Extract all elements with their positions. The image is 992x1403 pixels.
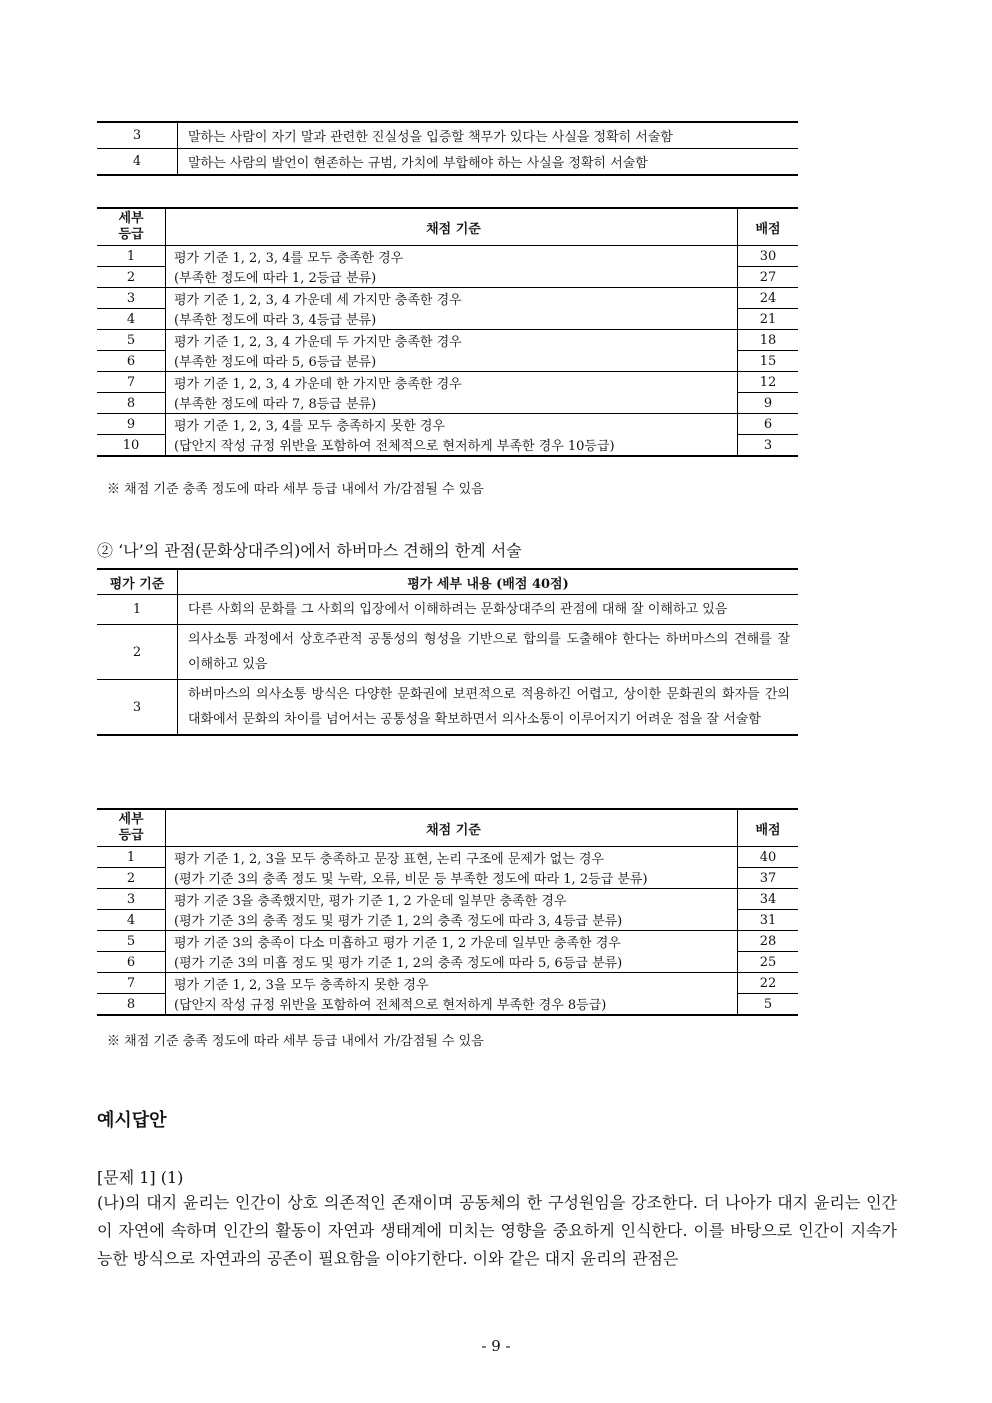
grade-cell: 1 (97, 847, 166, 868)
score-cell: 25 (738, 952, 799, 973)
table-row (97, 267, 798, 288)
table-row (97, 847, 798, 868)
score-cell: 28 (738, 931, 799, 952)
score-cell: 3 (738, 435, 799, 457)
criteria-cell: 평가 기준 3의 충족이 다소 미흡하고 평가 기준 1, 2 가운데 일부만 충족한 경우 (174, 935, 621, 951)
table-row (97, 889, 798, 910)
table-row (97, 288, 798, 309)
criteria-cell: (부족한 정도에 따라 1, 2등급 분류) (166, 267, 738, 288)
score-cell: 15 (738, 351, 799, 372)
score-header: 배점 (738, 208, 799, 246)
criteria-cell: (답안지 작성 규정 위반을 포함하여 전체적으로 현저하게 부족한 경우 10등급) (166, 435, 738, 457)
table-row (97, 625, 798, 680)
table-row (97, 149, 798, 176)
grade-header-line1: 세부 (118, 812, 144, 827)
criterion-text: 말하는 사람의 발언이 현존하는 규범, 가치에 부합해야 하는 사실을 정확히 서술함 (178, 149, 799, 176)
grade-cell: 7 (97, 372, 166, 393)
table-header-row (97, 809, 798, 847)
grade-cell: 10 (97, 435, 166, 457)
table-row (97, 868, 798, 889)
answer-paragraph: (나)의 대지 윤리는 인간이 상호 의존적인 존재이며 공동체의 한 구성원임을 강조한다. 더 나아가 대지 윤리는 인간이 자연에 속하며 인간의 활동이 자연과 생태계에 미치는 영향을 중요하게 인식한다. 이를 바탕으로 인간이 지속가능한 방식으로 자연과의 공존이 필요함을 이야기한다. 이와 같은 대지 윤리의 관점은 (97, 1193, 897, 1268)
problem-label: [문제 1] (1) (97, 1168, 184, 1187)
grade-header-line2: 등급 (118, 828, 144, 843)
table-row (97, 952, 798, 973)
criterion-number: 3 (97, 680, 178, 736)
grade-cell: 6 (97, 952, 166, 973)
grade-header-line2: 등급 (118, 227, 144, 242)
table-row (97, 435, 798, 457)
criteria-cell: (답안지 작성 규정 위반을 포함하여 전체적으로 현저하게 부족한 경우 8등급) (166, 994, 738, 1016)
table-row (97, 931, 798, 952)
grade-cell: 4 (97, 309, 166, 330)
score-cell: 31 (738, 910, 799, 931)
criteria-header: 채점 기준 (166, 208, 738, 246)
grade-cell: 6 (97, 351, 166, 372)
grade-header (97, 809, 166, 847)
table-row (97, 372, 798, 393)
score-cell: 40 (738, 847, 799, 868)
score-cell: 9 (738, 393, 799, 414)
criteria-cell: 평가 기준 1, 2, 3, 4 가운데 두 가지만 충족한 경우 (174, 334, 462, 350)
criterion-number: 2 (97, 625, 178, 680)
table-row (97, 393, 798, 414)
criteria-cell: (부족한 정도에 따라 7, 8등급 분류) (166, 393, 738, 414)
detail-header: 평가 세부 내용 (배점 40점) (178, 569, 799, 595)
score-cell: 24 (738, 288, 799, 309)
example-answer-heading: 예시답안 (97, 1110, 167, 1131)
grade-cell: 7 (97, 973, 166, 994)
grade-cell: 8 (97, 994, 166, 1016)
score-cell: 27 (738, 267, 799, 288)
criterion-number: 1 (97, 595, 178, 625)
criteria-table-2 (97, 568, 798, 736)
score-cell: 6 (738, 414, 799, 435)
section-title: ② ‘나’의 관점(문화상대주의)에서 하버마스 견해의 한계 서술 (97, 541, 522, 560)
criterion-text: 하버마스의 의사소통 방식은 다양한 문화권에 보편적으로 적용하긴 어렵고, 상이한 문화권의 화자들 간의 대화에서 문화의 차이를 넘어서는 공통성을 확보하면서 의사소통이 이루어지기 어려운 점을 잘 서술함 (178, 680, 799, 736)
criteria-cell: (평가 기준 3의 충족 정도 및 누락, 오류, 비문 등 부족한 정도에 따라 1, 2등급 분류) (166, 868, 738, 889)
scoring-table-1 (97, 207, 798, 457)
grade-cell: 9 (97, 414, 166, 435)
score-cell: 12 (738, 372, 799, 393)
scoring-note: ※ 채점 기준 충족 정도에 따라 세부 등급 내에서 가/감점될 수 있음 (107, 482, 484, 497)
grade-cell: 5 (97, 330, 166, 351)
criteria-cell: 평가 기준 1, 2, 3, 4 가운데 세 가지만 충족한 경우 (174, 292, 462, 308)
criteria-table-1 (97, 121, 798, 176)
score-cell: 34 (738, 889, 799, 910)
criteria-cell: 평가 기준 1, 2, 3을 모두 충족하고 문장 표현, 논리 구조에 문제가 없는 경우 (174, 851, 604, 867)
criteria-header: 채점 기준 (166, 809, 738, 847)
criterion-text: 말하는 사람이 자기 말과 관련한 진실성을 입증할 책무가 있다는 사실을 정확히 서술함 (178, 122, 799, 149)
table-row (97, 994, 798, 1016)
criteria-cell: (부족한 정도에 따라 3, 4등급 분류) (166, 309, 738, 330)
grade-cell: 8 (97, 393, 166, 414)
table-row (97, 910, 798, 931)
table-header-row (97, 208, 798, 246)
score-cell: 30 (738, 246, 799, 267)
grade-header-line1: 세부 (118, 211, 144, 226)
table-row (97, 595, 798, 625)
criterion-header: 평가 기준 (97, 569, 178, 595)
table-row (97, 330, 798, 351)
criteria-cell: 평가 기준 1, 2, 3, 4를 모두 충족하지 못한 경우 (174, 418, 446, 434)
score-cell: 18 (738, 330, 799, 351)
grade-cell: 3 (97, 889, 166, 910)
criteria-cell: (평가 기준 3의 충족 정도 및 평가 기준 1, 2의 충족 정도에 따라 3, 4등급 분류) (166, 910, 738, 931)
table-header-row (97, 569, 798, 595)
grade-cell: 5 (97, 931, 166, 952)
grade-cell: 4 (97, 910, 166, 931)
criteria-cell: 평가 기준 1, 2, 3을 모두 충족하지 못한 경우 (174, 977, 429, 993)
grade-cell: 2 (97, 868, 166, 889)
criteria-cell: 평가 기준 3을 충족했지만, 평가 기준 1, 2 가운데 일부만 충족한 경우 (174, 893, 567, 909)
criterion-number: 3 (97, 122, 178, 149)
grade-cell: 1 (97, 246, 166, 267)
criteria-cell: 평가 기준 1, 2, 3, 4를 모두 충족한 경우 (174, 250, 404, 266)
table-row (97, 973, 798, 994)
criterion-number: 4 (97, 149, 178, 176)
scoring-table-2 (97, 808, 798, 1016)
table-row (97, 414, 798, 435)
table-row (97, 309, 798, 330)
table-row (97, 680, 798, 736)
score-cell: 5 (738, 994, 799, 1016)
table-row (97, 351, 798, 372)
criterion-text: 의사소통 과정에서 상호주관적 공통성의 형성을 기반으로 합의를 도출해야 한다는 하버마스의 견해를 잘 이해하고 있음 (178, 625, 799, 680)
table-row (97, 122, 798, 149)
score-header: 배점 (738, 809, 799, 847)
table-row (97, 246, 798, 267)
page-number: - 9 - (481, 1337, 511, 1355)
criteria-cell: (부족한 정도에 따라 5, 6등급 분류) (166, 351, 738, 372)
score-cell: 22 (738, 973, 799, 994)
grade-cell: 2 (97, 267, 166, 288)
grade-cell: 3 (97, 288, 166, 309)
criteria-cell: 평가 기준 1, 2, 3, 4 가운데 한 가지만 충족한 경우 (174, 376, 462, 392)
criteria-cell: (평가 기준 3의 미흡 정도 및 평가 기준 1, 2의 충족 정도에 따라 5, 6등급 분류) (166, 952, 738, 973)
grade-header (97, 208, 166, 246)
scoring-note: ※ 채점 기준 충족 정도에 따라 세부 등급 내에서 가/감점될 수 있음 (107, 1034, 484, 1049)
score-cell: 21 (738, 309, 799, 330)
criterion-text: 다른 사회의 문화를 그 사회의 입장에서 이해하려는 문화상대주의 관점에 대해 잘 이해하고 있음 (178, 595, 799, 625)
score-cell: 37 (738, 868, 799, 889)
